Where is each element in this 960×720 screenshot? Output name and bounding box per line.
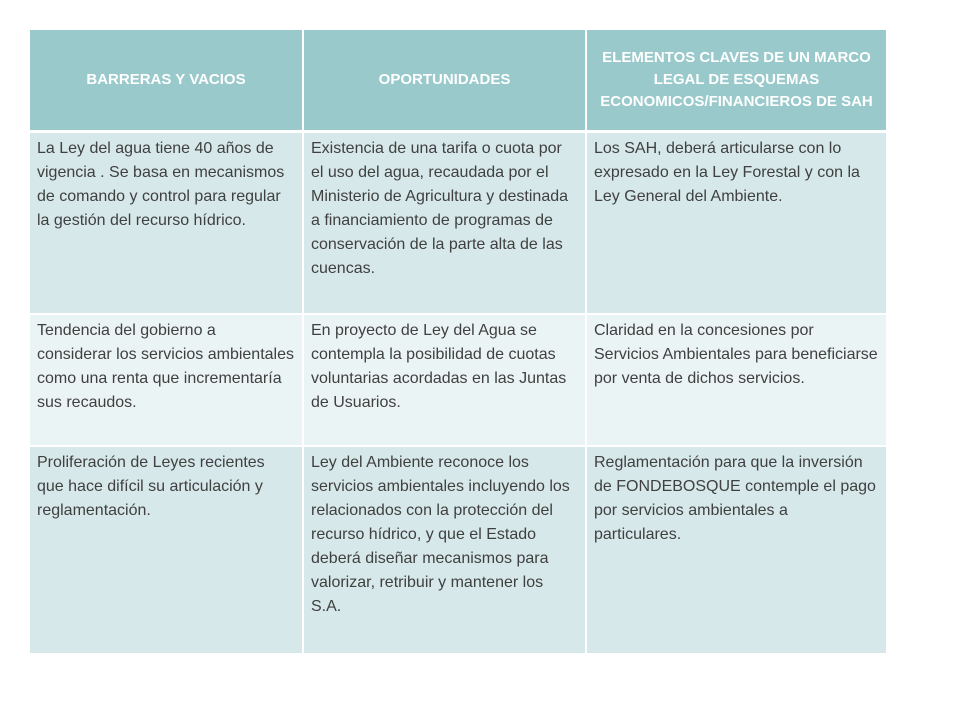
- table-cell: La Ley del agua tiene 40 años de vigencia . Se basa en mecanismos de comando y control para regular la gestión del recurso hídrico.: [30, 132, 303, 315]
- legal-framework-table: [30, 30, 886, 655]
- table-row: [30, 314, 886, 446]
- table-cell: Ley del Ambiente reconoce los servicios ambientales incluyendo los relacionados con la protección del recurso hídrico, y que el Estado deberá diseñar mecanismos para valorizar, retribuir y mantener los S.A.: [303, 446, 586, 654]
- table-cell: Claridad en la concesiones por Servicios Ambientales para beneficiarse por venta de dichos servicios.: [586, 314, 886, 446]
- header-barreras: BARRERAS Y VACIOS: [30, 30, 303, 132]
- table-cell: Reglamentación para que la inversión de FONDEBOSQUE contemple el pago por servicios ambientales a particulares.: [586, 446, 886, 654]
- table-cell: En proyecto de Ley del Agua se contempla la posibilidad de cuotas voluntarias acordadas en las Juntas de Usuarios.: [303, 314, 586, 446]
- table-cell: Tendencia del gobierno a considerar los servicios ambientales como una renta que incrementaría sus recaudos.: [30, 314, 303, 446]
- header-row: [30, 30, 886, 132]
- table-row: [30, 132, 886, 315]
- table-cell: Existencia de una tarifa o cuota por el uso del agua, recaudada por el Ministerio de Agricultura y destinada a financiamiento de programas de conservación de la parte alta de las cuencas.: [303, 132, 586, 315]
- header-elementos-claves: ELEMENTOS CLAVES DE UN MARCO LEGAL DE ESQUEMAS ECONOMICOS/FINANCIEROS DE SAH: [586, 30, 886, 132]
- header-oportunidades: OPORTUNIDADES: [303, 30, 586, 132]
- table-cell: Proliferación de Leyes recientes que hace difícil su articulación y reglamentación.: [30, 446, 303, 654]
- table-row: [30, 446, 886, 654]
- table-cell: Los SAH, deberá articularse con lo expresado en la Ley Forestal y con la Ley General del Ambiente.: [586, 132, 886, 315]
